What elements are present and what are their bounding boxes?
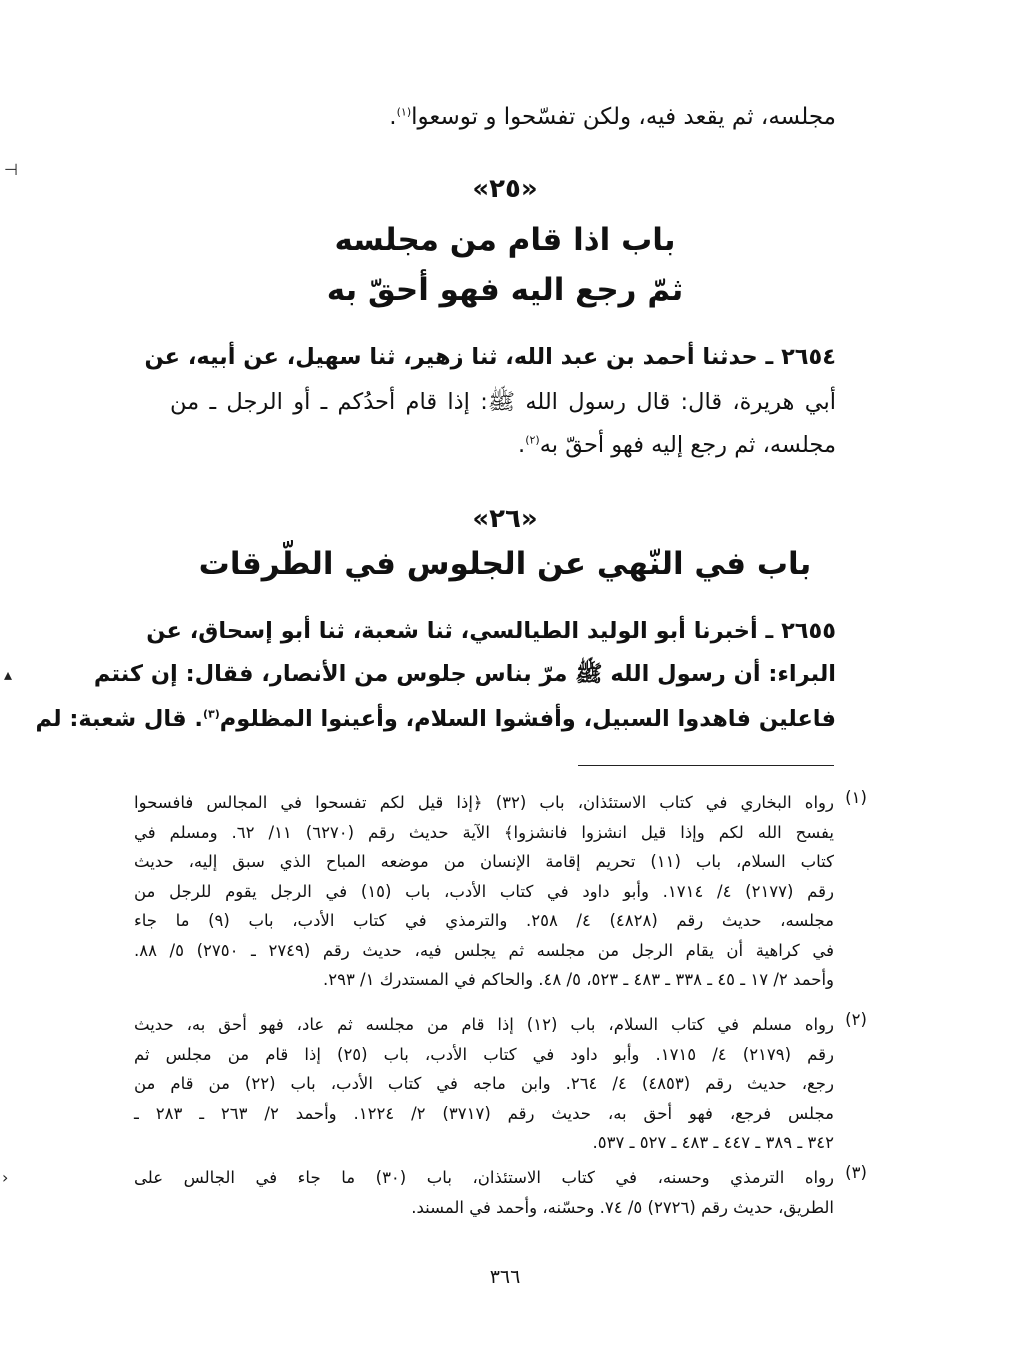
hadith-2655-text-cont: . قال شعبة: لم bbox=[35, 706, 203, 732]
scan-margin-mark: ⊢ bbox=[4, 160, 18, 179]
footnote-number: (٣) bbox=[845, 1163, 867, 1182]
footnote-line: كتاب السلام، باب (١١) تحريم إقامة الإنسان من موضعه المباح الذي سبق إليه، حديث bbox=[134, 852, 835, 871]
chapter-title: باب في النّهي عن الجلوس في الطّرقات bbox=[198, 546, 812, 582]
footnote-line: مجلسه، حديث رقم (٤٨٢٨) ٤/ ٢٥٨. والترمذي في كتاب الأدب، باب (٩) ما جاء bbox=[134, 911, 834, 930]
scan-margin-mark: ‹ bbox=[2, 1168, 9, 1187]
footnote-line: يفسح الله لكم وإذا قيل انشزوا فانشزوا﴾ الآية حديث رقم (٦٢٧٠) ١١/ ٦٢. ومسلم في bbox=[134, 822, 834, 842]
continuation-text: مجلسه، ثم يقعد فيه، ولكن تفسّحوا و توسعوا bbox=[411, 104, 836, 130]
footnote-line: رواه البخاري في كتاب الاستئذان، باب (٣٢) ﴿إذا قيل لكم تفسحوا في المجالس فافسحوا bbox=[134, 793, 834, 812]
chapter-title-line-2: ثمّ رجع اليه فهو أحقّ به bbox=[326, 272, 684, 308]
footnote-ref: (١) bbox=[396, 105, 412, 119]
footnote-line: ٣٤٢ ـ ٣٨٩ ـ ٤٤٧ ـ ٤٨٣ ـ ٥٢٧ ـ ٥٣٧. bbox=[592, 1133, 834, 1152]
period: . bbox=[518, 432, 526, 458]
footnote-number: (٢) bbox=[845, 1010, 867, 1029]
hadith-2655-line: ٢٦٥٥ ـ أخبرنا أبو الوليد الطيالسي، ثنا شعبة، ثنا أبو إسحاق، عن bbox=[146, 618, 836, 644]
chapter-number: «٢٦» bbox=[472, 504, 538, 534]
footnote-line: رجع، حديث رقم (٤٨٥٣) ٤/ ٢٦٤. وابن ماجه في كتاب الأدب، باب (٢٢) من قام من bbox=[134, 1074, 834, 1093]
page-number: ٣٦٦ bbox=[489, 1266, 521, 1288]
footnote-line: في كراهية أن يقام الرجل من مجلسه ثم يجلس فيه، حديث رقم (٢٧٤٩ ـ ٢٧٥٠) ٥/ ٨٨. bbox=[134, 940, 834, 960]
hadith-2654-text: مجلسه، ثم رجع إليه فهو أحقّ به bbox=[539, 432, 836, 458]
footnote-ref: (٢) bbox=[525, 433, 540, 447]
footnote-line: رواه الترمذي وحسنه، في كتاب الاستئذان، باب (٣٠) ما جاء في الجالس على bbox=[134, 1168, 834, 1187]
scan-margin-mark: ▴ bbox=[4, 665, 13, 684]
footnote-1 bbox=[134, 788, 867, 995]
continuation-line bbox=[170, 104, 836, 130]
footnote-line: رقم (٢١٧٧) ٤/ ١٧١٤. وأبو داود في كتاب الأدب، باب (١٥) في الرجل يقوم للرجل من bbox=[134, 881, 834, 901]
footnote-line: رواه مسلم في كتاب السلام، باب (١٢) إذا قام من مجلسه ثم عاد، فهو أحق به، حديث bbox=[134, 1015, 834, 1034]
hadith-2654-last-line bbox=[170, 432, 836, 458]
hadith-2654-line: أبي هريرة، قال: قال رسول الله ﷺ: إذا قام أحدُكم ـ أو الرجل ـ من bbox=[170, 389, 836, 415]
footnote-line: الطريق، حديث رقم (٢٧٢٦) ٥/ ٧٤. وحسّنه، وأحمد في المسند. bbox=[411, 1197, 834, 1217]
hadith-2654-line: ٢٦٥٤ ـ حدثنا أحمد بن عبد الله، ثنا زهير، ثنا سهيل، عن أبيه، عن bbox=[144, 344, 836, 370]
chapter-title-line-1: باب اذا قام من مجلسه bbox=[334, 222, 676, 258]
footnote-3 bbox=[134, 1163, 867, 1222]
chapter-number: «٢٥» bbox=[472, 174, 538, 204]
footnote-line: مجلس فرجع، فهو أحق به، حديث رقم (٣٧١٧) ٢/ ١٢٢٤. وأحمد ٢/ ٢٦٣ ـ ٢٨٣ ـ bbox=[134, 1103, 834, 1123]
hadith-2655-text: فاعلين فاهدوا السبيل، وأفشوا السلام، وأعينوا المظلوم bbox=[219, 706, 836, 732]
hadith-2655-line: البراء: أن رسول الله ﷺ مرّ بناس جلوس من الأنصار، فقال: إن كنتم bbox=[93, 661, 836, 687]
footnote-ref: (٣) bbox=[202, 707, 220, 721]
footnote-line: وأحمد ٢/ ١٧ ـ ٤٥ ـ ٣٣٨ ـ ٤٨٣ ـ ٥٢٣، ٥/ ٤٨. والحاكم في المستدرك ١/ ٢٩٣. bbox=[322, 970, 834, 989]
footnote-number: (١) bbox=[845, 788, 867, 807]
footnote-separator bbox=[578, 765, 834, 766]
footnote-line: رقم (٢١٧٩) ٤/ ١٧١٥. وأبو داود في كتاب الأدب، باب (٢٥) إذا قام من مجلس ثم bbox=[134, 1044, 834, 1064]
hadith-2655-line bbox=[35, 706, 836, 732]
period: . bbox=[389, 104, 397, 130]
footnote-2 bbox=[134, 1010, 867, 1158]
